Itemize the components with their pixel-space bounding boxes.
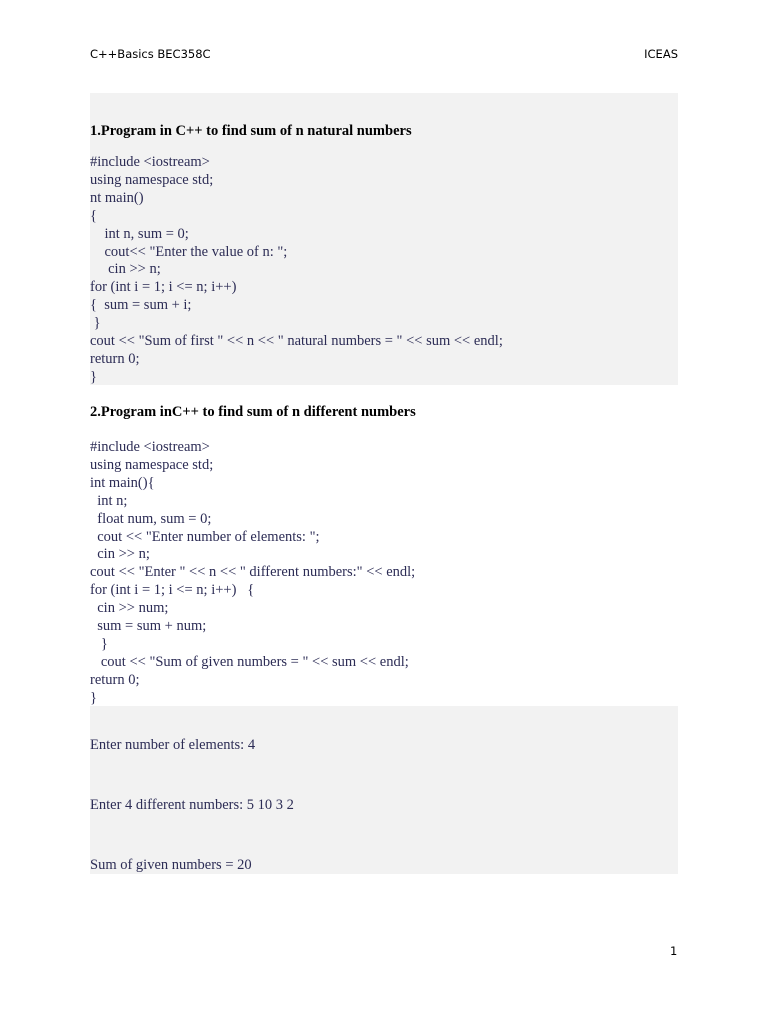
code-line: float num, sum = 0; — [90, 510, 212, 527]
code-line: } — [90, 368, 97, 385]
code-line: } — [90, 689, 97, 706]
code-line: int n, sum = 0; — [90, 225, 189, 242]
code-line: { — [90, 207, 97, 224]
code-line: return 0; — [90, 671, 140, 688]
program2-code — [90, 439, 415, 708]
code-line: return 0; — [90, 350, 140, 367]
program1-code — [90, 154, 503, 387]
output-line-2: Enter 4 different numbers: 5 10 3 2 — [90, 797, 294, 813]
code-line: #include <iostream> — [90, 439, 210, 455]
code-line: cout << "Enter " << n << " different numbers:" << endl; — [90, 564, 416, 581]
code-line: } — [90, 635, 108, 652]
page-header — [90, 47, 678, 65]
code-line: using namespace std; — [90, 171, 214, 188]
header-course: C++Basics BEC358C — [90, 47, 211, 61]
code-line: for (int i = 1; i <= n; i++) — [90, 279, 237, 296]
code-line: { sum = sum + i; — [90, 297, 192, 314]
code-line: int main(){ — [90, 474, 155, 491]
output-line-3: Sum of given numbers = 20 — [90, 857, 252, 873]
code-line: cin >> num; — [90, 600, 169, 617]
code-line: int n; — [90, 492, 128, 509]
program2-title: 2.Program inC++ to find sum of n different numbers — [90, 404, 416, 420]
code-line: for (int i = 1; i <= n; i++) { — [90, 582, 255, 599]
code-line: cout << "Sum of first " << n << " natural numbers = " << sum << endl; — [90, 333, 503, 350]
code-line: cout << "Enter number of elements: "; — [90, 528, 320, 545]
code-line: } — [90, 315, 101, 332]
code-line: #include <iostream> — [90, 154, 210, 170]
output-line-1: Enter number of elements: 4 — [90, 737, 256, 753]
code-line: cin >> n; — [90, 546, 150, 563]
code-line: cout << "Sum of given numbers = " << sum << endl; — [90, 653, 409, 670]
header-institution: ICEAS — [644, 47, 678, 61]
code-line: nt main() — [90, 189, 144, 206]
code-line: cin >> n; — [90, 261, 161, 278]
page-number: 1 — [670, 944, 678, 958]
output-block — [90, 706, 678, 874]
program1-title: 1.Program in C++ to find sum of n natural numbers — [90, 123, 412, 139]
code-line: using namespace std; — [90, 456, 214, 473]
code-line: sum = sum + num; — [90, 618, 207, 635]
code-line: cout<< "Enter the value of n: "; — [90, 243, 288, 260]
